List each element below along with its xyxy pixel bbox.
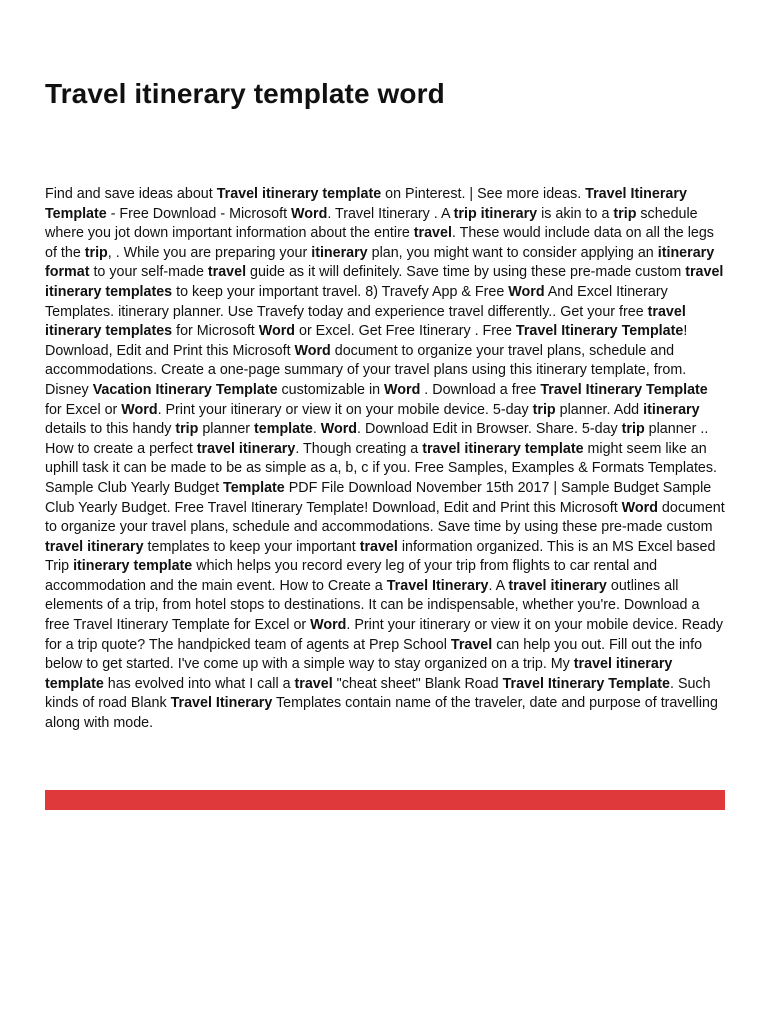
bold-keyword-text: travel	[207, 264, 247, 281]
bold-keyword-text: Travel Itinerary Template	[45, 186, 687, 222]
body-text-run: guide as it will definitely. Save time by using these pre-made custom	[246, 264, 686, 281]
body-text-run: customizable in	[277, 381, 385, 398]
body-text-run: can help you out. Fill out the info below to get started. I've come up with a simple way to stay organized on a trip. My	[45, 636, 703, 673]
body-text-run: schedule where you jot down important information about the entire	[45, 205, 698, 242]
body-text-run: .	[312, 421, 321, 438]
bold-keyword-text: travel	[413, 225, 452, 242]
bold-keyword-text: itinerary	[311, 244, 368, 261]
bold-keyword-text: Word	[310, 617, 347, 634]
bold-keyword-text: itinerary template	[73, 558, 193, 575]
bold-keyword-text: Travel Itinerary	[386, 577, 489, 594]
page-title: Travel itinerary template word	[45, 78, 445, 109]
body-text-run: to your self-made	[89, 264, 208, 281]
bold-keyword-text: Travel Itinerary Template	[502, 675, 670, 692]
body-text-run: for Excel or	[45, 401, 122, 418]
bold-keyword-text: itinerary	[643, 401, 700, 418]
body-text-run: plan, you might want to consider applying an	[367, 244, 658, 261]
bold-keyword-text: Word	[258, 323, 296, 340]
body-text-run: . Print your itinerary or view it on your mobile device. Ready for a trip quote? The handpicked team of agents at Prep School	[45, 617, 724, 653]
body-text-run: . A	[488, 577, 509, 594]
bold-keyword-text: travel	[359, 538, 398, 555]
bold-keyword-text: Word	[508, 283, 545, 300]
body-text-run: . Download Edit in Browser. Share. 5-day	[357, 421, 622, 438]
body-text-run: "cheat sheet" Blank Road	[332, 675, 503, 692]
bold-keyword-text: trip	[613, 205, 637, 222]
body-text-run: might seem like an uphill task it can be made to be as simple as a, b, c if you. Free Samples, Examples & Formats Templates. Sample Club Yearly Budget	[45, 440, 717, 496]
bold-keyword-text: travel itinerary	[508, 577, 607, 594]
bold-keyword-text: Vacation Itinerary Template	[92, 381, 278, 398]
bold-keyword-text: Word	[291, 205, 328, 222]
body-text-run: document to organize your travel plans, schedule and accommodations. Save time by using these pre-made custom	[45, 499, 725, 536]
bold-keyword-text: Travel itinerary template	[216, 186, 382, 202]
bold-keyword-text: travel itinerary template	[45, 656, 673, 692]
bold-keyword-text: Word	[121, 401, 158, 418]
bold-keyword-text: Template	[223, 479, 285, 496]
body-text-run: which helps you record every leg of your trip from flights to car rental and accommodation and the main event. How to Create a	[45, 558, 658, 594]
body-text-run: planner. Add	[555, 401, 644, 418]
body-text-run: for Microsoft	[172, 323, 259, 340]
bold-keyword-text: trip	[621, 421, 645, 438]
bold-keyword-text: Travel Itinerary	[170, 695, 273, 712]
body-text-run: is akin to a	[537, 205, 614, 222]
bold-keyword-text: travel itinerary template	[422, 440, 584, 457]
body-text-run: templates to keep your important	[143, 538, 360, 555]
bold-keyword-text: template	[254, 421, 313, 438]
body-text-run: or Excel. Get Free Itinerary . Free	[295, 323, 516, 340]
red-divider-bar	[45, 790, 725, 810]
bold-keyword-text: trip	[532, 401, 556, 418]
body-paragraph	[45, 185, 727, 734]
bold-keyword-text: trip	[84, 244, 108, 261]
body-text-run: on Pinterest. | See more ideas.	[381, 186, 586, 202]
body-text-run: - Free Download - Microsoft	[106, 205, 292, 222]
body-text-run: Find and save ideas about	[45, 186, 217, 202]
bold-keyword-text: Word	[621, 499, 658, 516]
body-text-run: outlines all elements of a trip, from hotel stops to destinations. It can be indispensable, whether you're. Download a free Travel Itinerary Template for Excel or	[45, 577, 700, 634]
body-text-run: has evolved into what I call a	[103, 675, 295, 692]
bold-keyword-text: travel itinerary templates	[45, 303, 686, 340]
body-text-run: information organized. This is an MS Excel based Trip	[45, 538, 716, 575]
body-text-run: . These would include data on all the legs of the	[45, 225, 714, 261]
bold-keyword-text: itinerary format	[45, 244, 715, 281]
bold-keyword-text: travel itinerary templates	[45, 264, 724, 300]
bold-keyword-text: Word	[294, 342, 331, 359]
body-text-run: to keep your important travel. 8) Travefy App & Free	[172, 283, 509, 300]
bold-keyword-text: Travel Itinerary Template	[515, 323, 684, 340]
body-text-run: . Such kinds of road Blank	[45, 675, 711, 712]
bold-keyword-text: Travel Itinerary Template	[540, 381, 708, 398]
body-text-run: details to this handy	[45, 421, 176, 438]
bold-keyword-text: trip	[175, 421, 199, 438]
body-text-run: And Excel Itinerary Templates. itinerary planner. Use Travefy today and experience travel differently.. Get your free	[45, 283, 668, 320]
body-text-run: planner .. How to create a perfect	[45, 421, 709, 457]
bold-keyword-text: travel itinerary	[196, 440, 296, 457]
bold-keyword-text: trip itinerary	[453, 205, 538, 222]
body-text-run: . Travel Itinerary . A	[327, 205, 454, 222]
body-text-run: planner	[198, 421, 255, 438]
body-text-run: ! Download, Edit and Print this Microsoft	[45, 323, 688, 359]
bold-keyword-text: Word	[384, 381, 421, 398]
bold-keyword-text: Word	[320, 421, 358, 438]
body-text-run: PDF File Download November 15th 2017 | Sample Budget Sample Club Yearly Budget. Free Travel Itinerary Template! Download, Edit and Print this Microsoft	[45, 479, 712, 516]
bold-keyword-text: travel itinerary	[45, 538, 144, 555]
body-text-run: Templates contain name of the traveler, date and purpose of travelling along with mode.	[45, 695, 718, 732]
body-text-run: , . While you are preparing your	[107, 244, 312, 261]
body-text-run: . Though creating a	[295, 440, 423, 457]
body-text-run: . Print your itinerary or view it on your mobile device. 5-day	[157, 401, 533, 418]
bold-keyword-text: Travel	[450, 636, 493, 653]
body-text-run: document to organize your travel plans, schedule and accommodations. Create a one-page summary of your travel plans using this itinerary template, from. Disney	[45, 342, 687, 398]
body-text-run: . Download a free	[420, 381, 541, 398]
bold-keyword-text: travel	[294, 675, 333, 692]
